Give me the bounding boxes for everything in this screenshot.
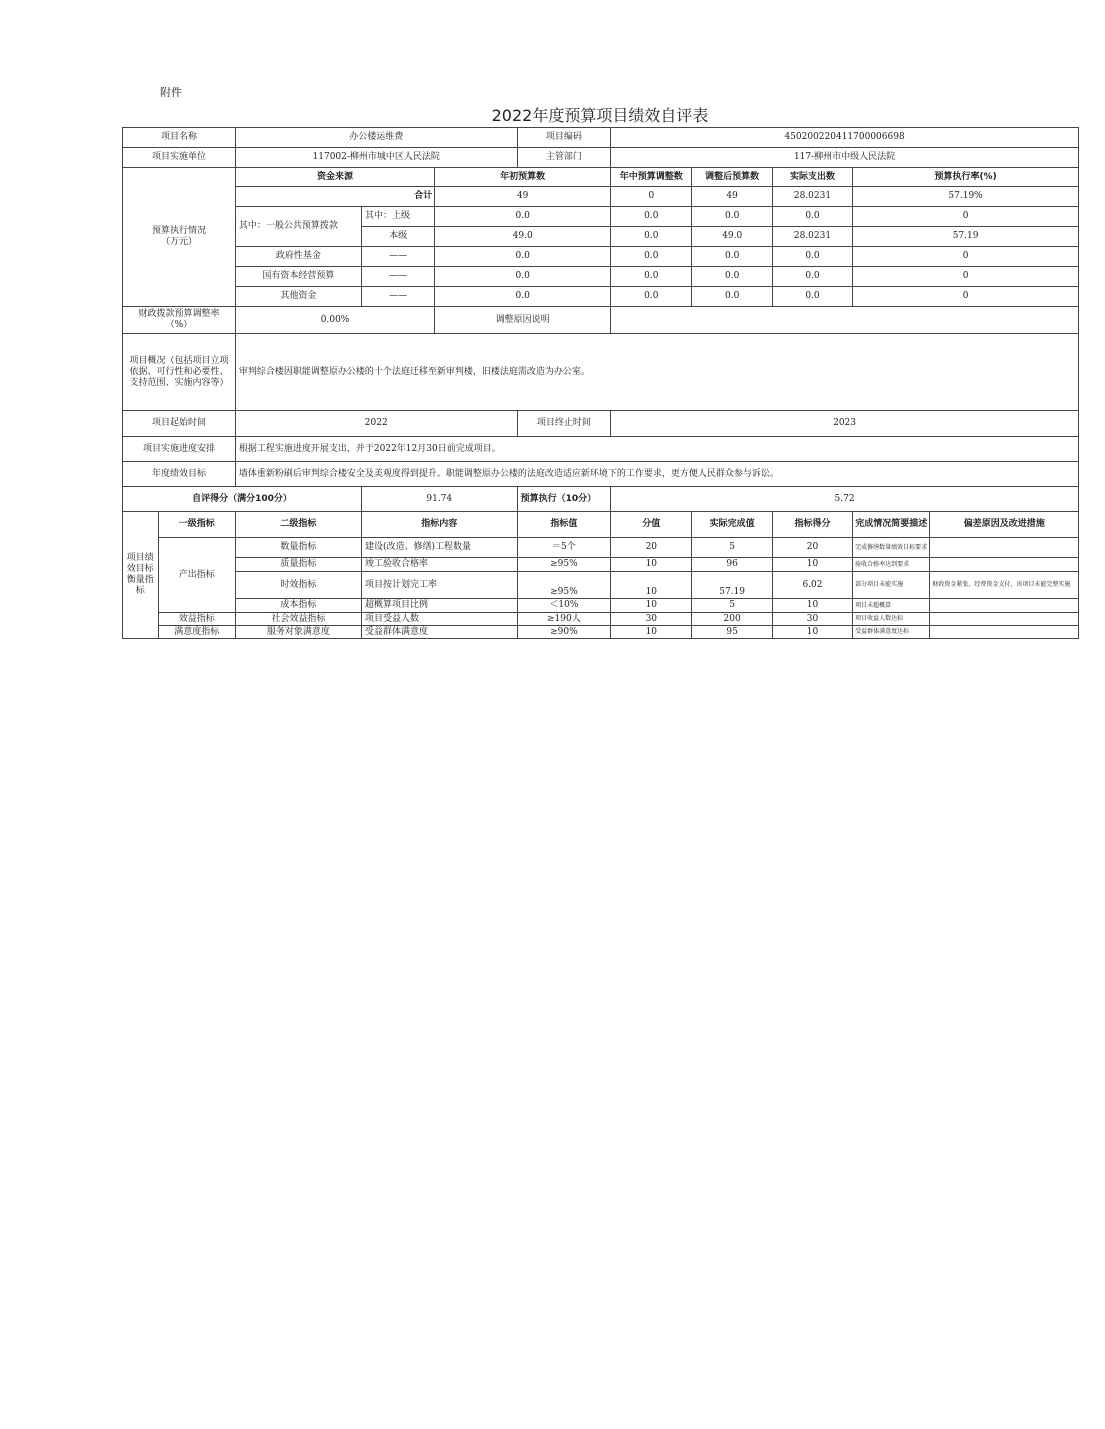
ind-actual: 5 (692, 599, 772, 613)
ind-l2: 服务对象满意度 (235, 626, 361, 639)
ind-l2: 数量指标 (235, 538, 361, 558)
budget-upper-actual: 0.0 (772, 207, 852, 227)
budget-other-dash: —— (361, 287, 434, 307)
adjust-reason (611, 307, 1079, 334)
ind-actual: 57.19 (692, 572, 772, 599)
budget-govfund-label: 政府性基金 (235, 247, 361, 267)
adjust-row (123, 307, 1079, 334)
ind-content: 竣工验收合格率 (361, 558, 517, 572)
budget-state-midyear: 0.0 (611, 267, 692, 287)
ind-actual: 5 (692, 538, 772, 558)
ind-l2: 时效指标 (235, 572, 361, 599)
budget-header-row (123, 168, 1079, 187)
budget-other-rate: 0 (853, 287, 1079, 307)
budget-general-label: 其中：一般公共预算拨款 (235, 207, 361, 247)
goal-label: 年度绩效目标 (123, 462, 236, 487)
ind-desc: 验收合格率达到要求 (853, 558, 930, 572)
budget-upper-rate: 0 (853, 207, 1079, 227)
end-label: 项目终止时间 (517, 411, 611, 437)
budget-state-initial: 0.0 (435, 267, 611, 287)
budget-total-actual: 28.0231 (772, 187, 852, 207)
schedule-label: 项目实施进度安排 (123, 437, 236, 462)
budget-total-rate: 57.19% (853, 187, 1079, 207)
ind-header-actual: 实际完成值 (692, 512, 772, 538)
performance-table (122, 127, 1079, 639)
project-unit: 117002-柳州市城中区人民法院 (235, 148, 517, 168)
budget-govfund-initial: 0.0 (435, 247, 611, 267)
ind-score: 6.02 (772, 572, 852, 599)
end-year: 2023 (611, 411, 1079, 437)
budget-upper-initial: 0.0 (435, 207, 611, 227)
indicator-row (123, 538, 1079, 558)
budget-local-adjusted: 49.0 (692, 227, 772, 247)
budget-header-rate: 预算执行率(%) (853, 168, 1079, 187)
dept-label: 主管部门 (517, 148, 611, 168)
ind-l2: 成本指标 (235, 599, 361, 613)
row-project-unit (123, 148, 1079, 168)
budget-other-row (123, 287, 1079, 307)
budget-govfund-midyear: 0.0 (611, 247, 692, 267)
score-row (123, 487, 1079, 512)
start-label: 项目起始时间 (123, 411, 236, 437)
ind-content: 项目受益人数 (361, 613, 517, 626)
project-name: 办公楼运维费 (235, 128, 517, 148)
ind-score: 10 (772, 558, 852, 572)
ind-target: ＝5个 (517, 538, 611, 558)
ind-target: ≥95% (517, 572, 611, 599)
ind-actual: 95 (692, 626, 772, 639)
schedule-row (123, 437, 1079, 462)
ind-reason (930, 613, 1079, 626)
budget-local-actual: 28.0231 (772, 227, 852, 247)
ind-target: ＜10% (517, 599, 611, 613)
ind-header-l2: 二级指标 (235, 512, 361, 538)
budget-local-label: 本级 (361, 227, 434, 247)
budget-upper-label: 其中：上级 (361, 207, 434, 227)
adjust-label: 财政拨款预算调整率 （%） (123, 307, 236, 334)
budget-local-rate: 57.19 (853, 227, 1079, 247)
ind-weight: 30 (611, 613, 692, 626)
ind-weight: 10 (611, 626, 692, 639)
ind-actual: 200 (692, 613, 772, 626)
budget-state-adjusted: 0.0 (692, 267, 772, 287)
ind-weight: 10 (611, 558, 692, 572)
ind-reason (930, 558, 1079, 572)
ind-reason: 财政资金紧张，经费资金支付，该项目未能完整实施 (930, 572, 1079, 599)
exec-score: 5.72 (611, 487, 1079, 512)
adjust-value: 0.00% (235, 307, 434, 334)
ind-desc: 受益群体满意度达标 (853, 626, 930, 639)
budget-other-initial: 0.0 (435, 287, 611, 307)
project-name-label: 项目名称 (123, 128, 236, 148)
budget-local-midyear: 0.0 (611, 227, 692, 247)
ind-header-desc: 完成情况简要描述 (853, 512, 930, 538)
budget-total-label: 合计 (235, 187, 434, 207)
adjust-reason-label: 调整原因说明 (435, 307, 611, 334)
page-title: 2022年度预算项目绩效自评表 (491, 106, 709, 125)
attachment-label: 附件 (160, 86, 182, 99)
self-score-label: 自评得分（满分100分） (123, 487, 362, 512)
budget-header-initial: 年初预算数 (435, 168, 611, 187)
period-row (123, 411, 1079, 437)
indicator-row (123, 613, 1079, 626)
budget-state-label: 国有资本经营预算 (235, 267, 361, 287)
ind-weight: 10 (611, 599, 692, 613)
self-score: 91.74 (361, 487, 517, 512)
ind-reason (930, 626, 1079, 639)
project-code-label: 项目编码 (517, 128, 611, 148)
schedule-text: 根据工程实施进度开展支出，并于2022年12月30日前完成项目。 (235, 437, 1078, 462)
ind-score: 30 (772, 613, 852, 626)
ind-content: 建设(改造、修缮)工程数量 (361, 538, 517, 558)
ind-l2: 质量指标 (235, 558, 361, 572)
budget-state-dash: —— (361, 267, 434, 287)
budget-state-actual: 0.0 (772, 267, 852, 287)
budget-header-actual: 实际支出数 (772, 168, 852, 187)
row-project-name (123, 128, 1079, 148)
budget-header-midyear: 年中预算调整数 (611, 168, 692, 187)
ind-weight: 20 (611, 538, 692, 558)
ind-target: ≥90% (517, 626, 611, 639)
ind-header-score: 指标得分 (772, 512, 852, 538)
goal-row (123, 462, 1079, 487)
ind-header-target: 指标值 (517, 512, 611, 538)
ind-header-reason: 偏差原因及改进措施 (930, 512, 1079, 538)
budget-state-rate: 0 (853, 267, 1079, 287)
budget-govfund-adjusted: 0.0 (692, 247, 772, 267)
dept: 117-柳州市中级人民法院 (611, 148, 1079, 168)
budget-other-actual: 0.0 (772, 287, 852, 307)
ind-content: 项目按计划完工率 (361, 572, 517, 599)
ind-desc: 部分项目未能实施 (853, 572, 930, 599)
budget-other-adjusted: 0.0 (692, 287, 772, 307)
ind-reason (930, 538, 1079, 558)
start-year: 2022 (235, 411, 517, 437)
exec-score-label: 预算执行（10分） (517, 487, 611, 512)
budget-upper-adjusted: 0.0 (692, 207, 772, 227)
budget-upper-row (123, 207, 1079, 227)
indicator-section-label: 项目绩效目标衡量指标 (123, 512, 159, 639)
budget-upper-midyear: 0.0 (611, 207, 692, 227)
ind-actual: 96 (692, 558, 772, 572)
ind-satisfaction-label: 满意度指标 (158, 626, 235, 639)
budget-other-midyear: 0.0 (611, 287, 692, 307)
budget-state-row (123, 267, 1079, 287)
budget-total-adjusted: 49 (692, 187, 772, 207)
project-code: 450200220411700006698 (611, 128, 1079, 148)
ind-desc: 完成修缮数量绩效目标要求 (853, 538, 930, 558)
indicator-header-row (123, 512, 1079, 538)
project-unit-label: 项目实施单位 (123, 148, 236, 168)
ind-reason (930, 599, 1079, 613)
budget-section-label: 预算执行情况 （万元） (123, 168, 236, 307)
budget-govfund-row (123, 247, 1079, 267)
budget-other-label: 其他资金 (235, 287, 361, 307)
budget-total-initial: 49 (435, 187, 611, 207)
indicator-row (123, 626, 1079, 639)
indicator-row (123, 558, 1079, 572)
ind-header-content: 指标内容 (361, 512, 517, 538)
ind-target: ≥95% (517, 558, 611, 572)
overview-row (123, 334, 1079, 411)
indicator-row (123, 599, 1079, 613)
budget-govfund-rate: 0 (853, 247, 1079, 267)
overview-text: 审判综合楼因职能调整原办公楼的十个法庭迁移至新审判楼，旧楼法庭需改造为办公室。 (235, 334, 1078, 411)
budget-govfund-actual: 0.0 (772, 247, 852, 267)
goal-text: 墙体重新粉刷后审判综合楼安全及美观度得到提升。职能调整原办公楼的法庭改造适应新环境下的工作要求，更方便人民群众参与诉讼。 (235, 462, 1078, 487)
ind-header-l1: 一级指标 (158, 512, 235, 538)
ind-weight: 10 (611, 572, 692, 599)
ind-score: 10 (772, 599, 852, 613)
ind-header-weight: 分值 (611, 512, 692, 538)
ind-output-label: 产出指标 (158, 538, 235, 613)
overview-label: 项目概况（包括项目立项依据、可行性和必要性、支持范围、实施内容等） (123, 334, 236, 411)
budget-local-initial: 49.0 (435, 227, 611, 247)
budget-header-source: 资金来源 (235, 168, 434, 187)
ind-target: ≥190人 (517, 613, 611, 626)
ind-desc: 项目未超概算 (853, 599, 930, 613)
ind-l2: 社会效益指标 (235, 613, 361, 626)
budget-total-midyear: 0 (611, 187, 692, 207)
ind-content: 超概算项目比例 (361, 599, 517, 613)
indicator-row (123, 572, 1079, 599)
ind-desc: 项目收益人数达标 (853, 613, 930, 626)
budget-header-adjusted: 调整后预算数 (692, 168, 772, 187)
budget-govfund-dash: —— (361, 247, 434, 267)
ind-score: 20 (772, 538, 852, 558)
budget-total-row (123, 187, 1079, 207)
ind-score: 10 (772, 626, 852, 639)
ind-benefit-label: 效益指标 (158, 613, 235, 626)
ind-content: 受益群体满意度 (361, 626, 517, 639)
